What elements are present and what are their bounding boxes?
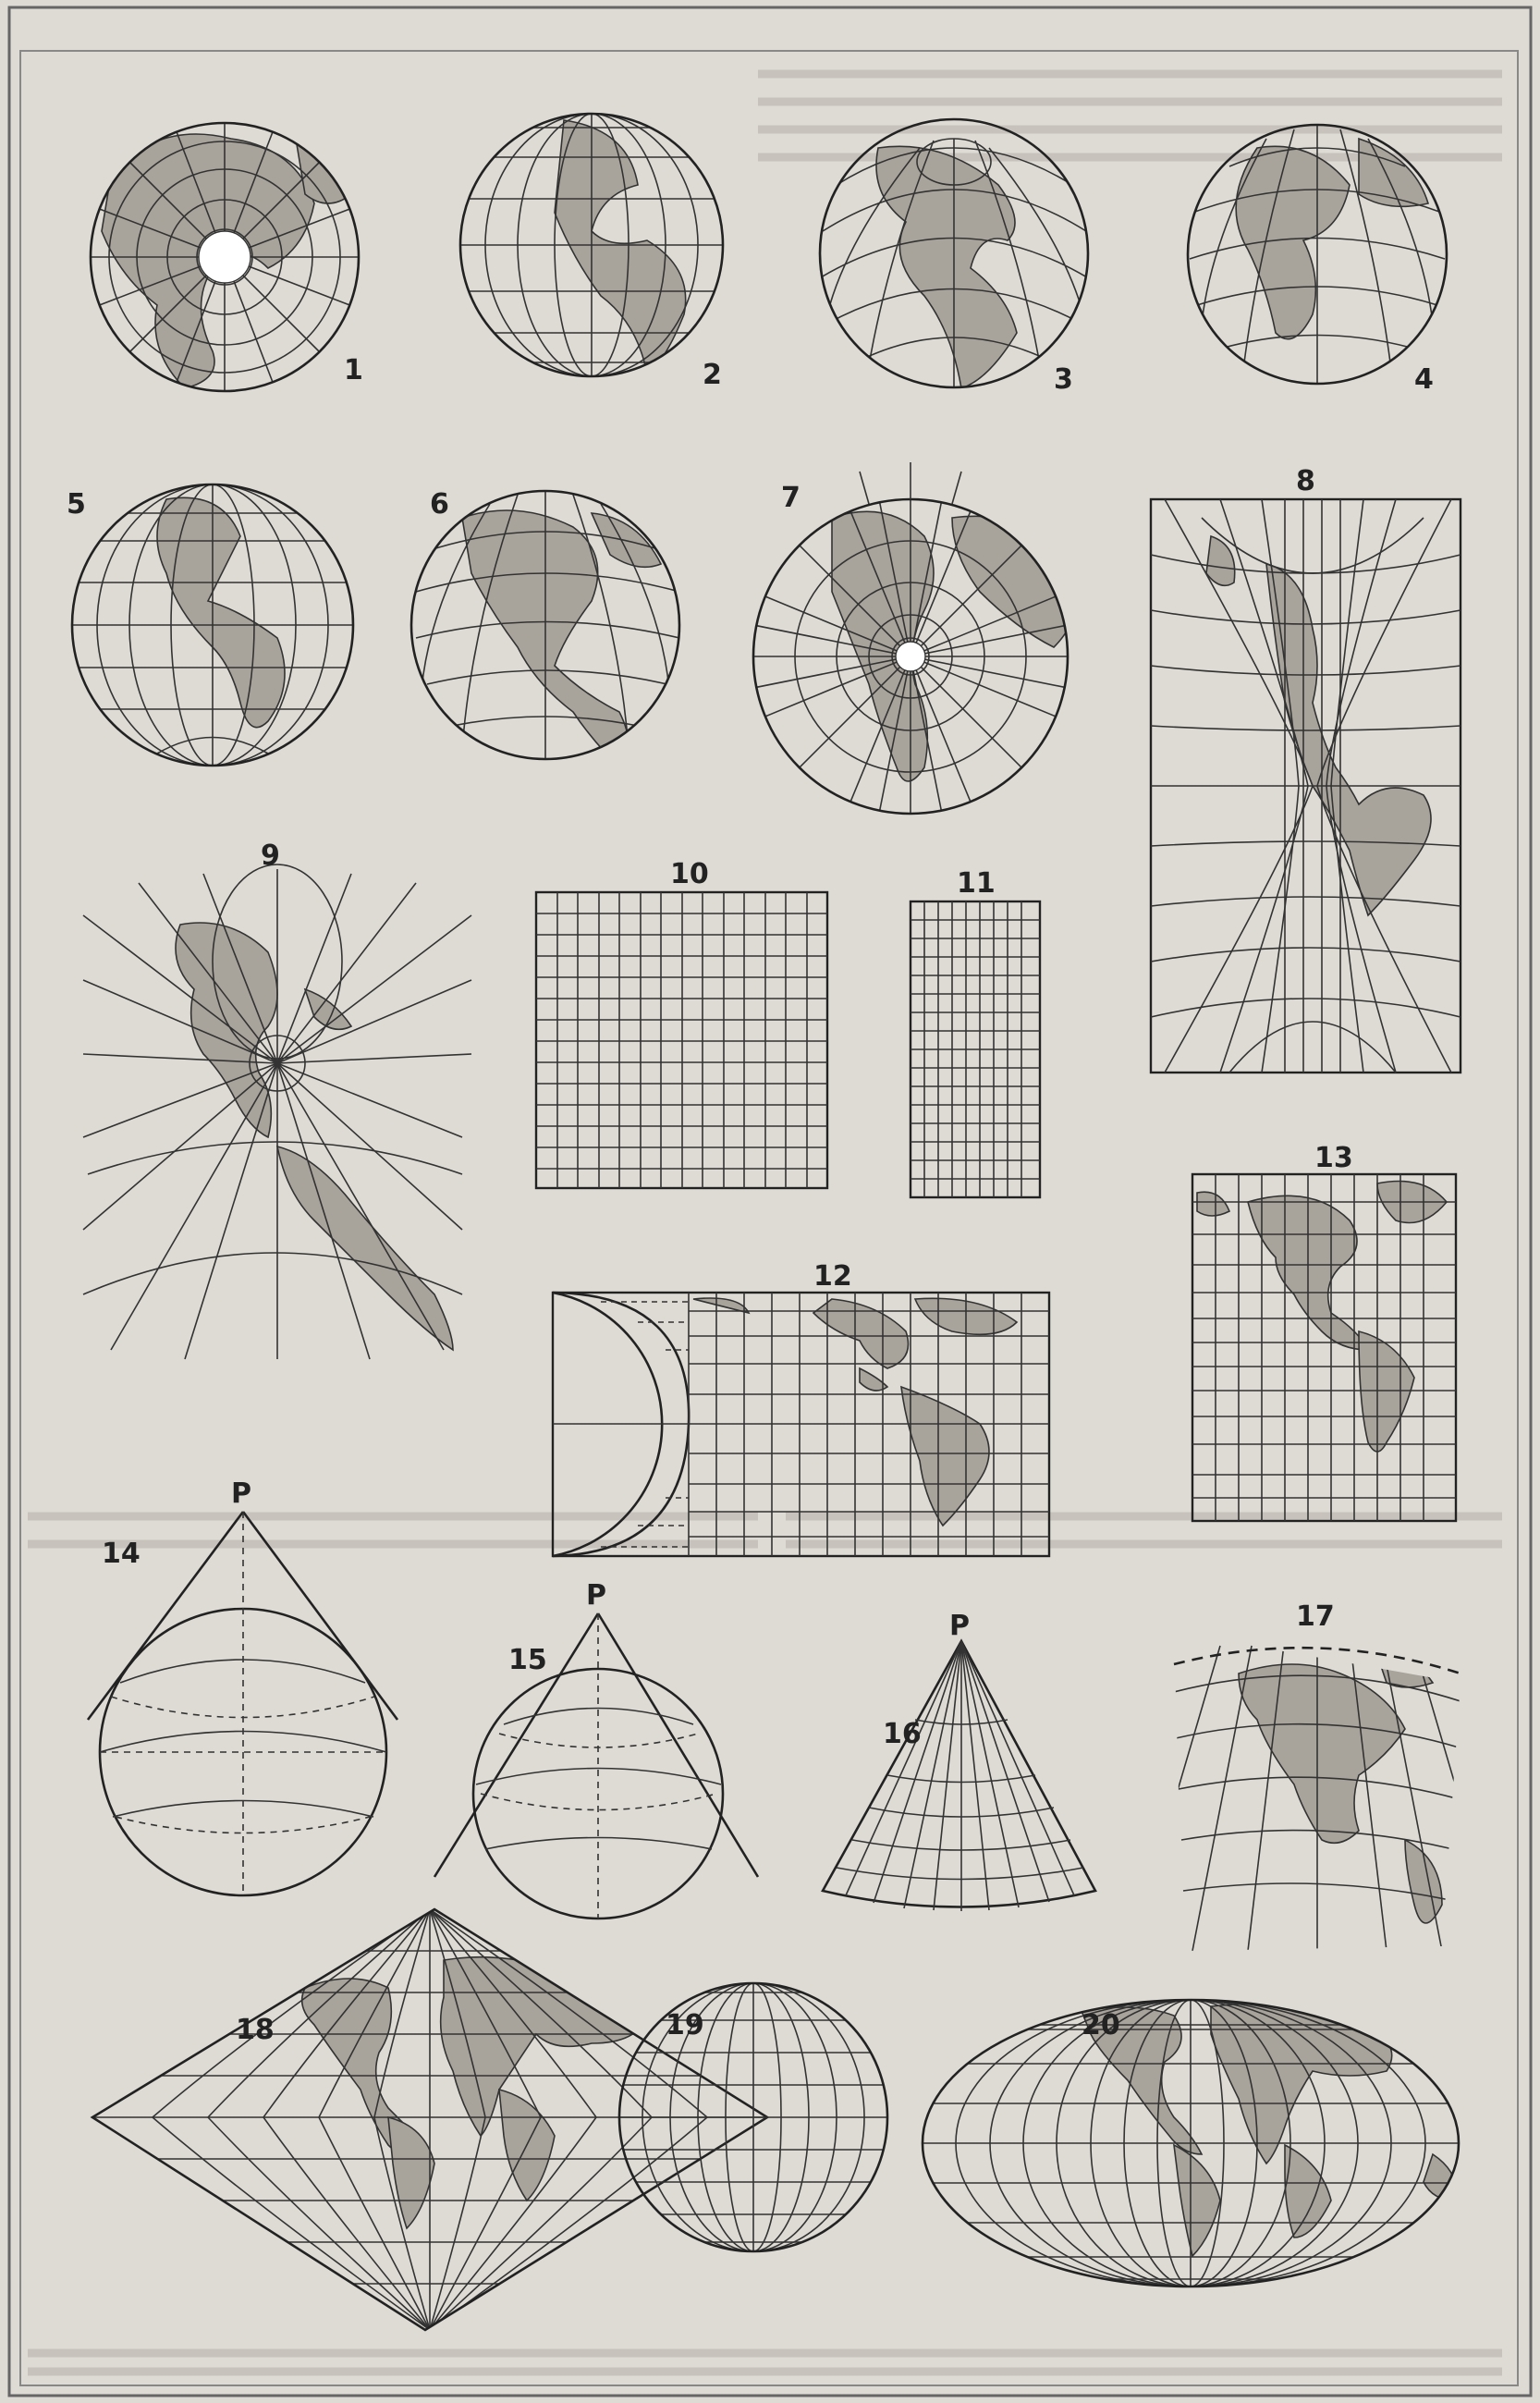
label-5: 5	[67, 488, 86, 521]
label-1: 1	[344, 354, 363, 386]
projection-6	[411, 488, 679, 767]
projection-19	[619, 1983, 887, 2251]
projection-4	[1188, 125, 1447, 396]
label-12: 12	[813, 1260, 852, 1293]
projection-16	[823, 1610, 1095, 1911]
label-3: 3	[1054, 363, 1073, 396]
label-18: 18	[236, 2014, 275, 2046]
projection-5	[67, 484, 353, 766]
projection-15	[434, 1579, 758, 1919]
label-13: 13	[1314, 1142, 1353, 1174]
label-17: 17	[1296, 1600, 1335, 1633]
projection-2	[460, 114, 723, 391]
projection-1	[88, 120, 363, 394]
label-19: 19	[666, 2009, 704, 2041]
projection-9	[83, 840, 471, 1359]
label-16: 16	[883, 1718, 922, 1750]
label-10: 10	[670, 858, 709, 890]
projection-10	[536, 858, 827, 1188]
label-15: 15	[508, 1644, 547, 1676]
projection-11	[911, 867, 1040, 1197]
label-6: 6	[430, 488, 449, 521]
label-2: 2	[703, 359, 722, 391]
label-9: 9	[261, 840, 280, 872]
label-20: 20	[1082, 2009, 1120, 2041]
label-7: 7	[781, 482, 801, 514]
projection-17	[1174, 1600, 1461, 1951]
pole-label-16: P	[949, 1610, 970, 1642]
label-14: 14	[102, 1538, 141, 1570]
pole-label-14: P	[231, 1477, 251, 1510]
projection-20	[923, 2000, 1459, 2287]
projection-13	[1192, 1142, 1456, 1521]
pole-label-15: P	[586, 1579, 606, 1612]
projection-18	[92, 1909, 767, 2330]
projection-7	[698, 444, 1123, 869]
projection-8	[1151, 465, 1461, 1073]
label-11: 11	[957, 867, 996, 900]
projection-12	[553, 1260, 1049, 1556]
label-8: 8	[1296, 465, 1315, 497]
label-4: 4	[1414, 363, 1434, 396]
